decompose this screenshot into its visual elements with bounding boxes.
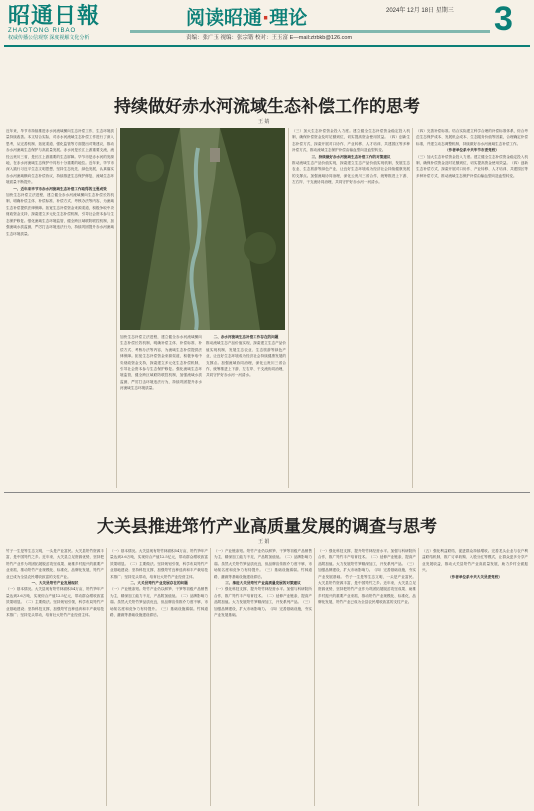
newspaper-logo (8, 4, 120, 42)
column-separator (106, 548, 107, 806)
logo-chinese: 昭通日報 (8, 3, 101, 29)
article2-column-1 (6, 548, 104, 806)
article1-col5-text-b: （三）加大生态补偿资金投入力度。建立健全生态补偿资金稳定投入机制，确保补偿资金及时足额到位，切实提高资金使用效益。（四）创新生态补偿方式，探索开展对口协作、产业转移、人才培训、共建园区等多种补偿方式，推动流域生态保护补偿由输血型向造血型转变。 (416, 154, 528, 178)
article2-column-4 (318, 548, 416, 806)
article1-col1-text-b: 加快生态补偿立法进程，建立健全赤水河流域横向生态补偿长效机制，明确补偿主体、补偿标准、补偿方式、考核办法等内容，为流域生态补偿提供法律保障。拓宽生态补偿资金来源渠道，积极争取中央财政资金支持，探索建立多元化生态补偿机制，引导社会资本参与生态保护修复。强化流域生态环境监管，健全跨区域联防联控机制，加强流域水质监测，严厉打击环境违法行为，持续巩固提升赤水河流域生态环境质量。 (6, 193, 114, 236)
article1-column-2 (120, 334, 202, 488)
article1-column-5 (416, 128, 528, 488)
article1-subhead-1: 一、近年来毕节市赤水河流域生态补偿工作取得的主要成效 (13, 186, 107, 191)
article1-col5-text: （四）完善补偿标准。结合实际建立科学合理的补偿标准体系，综合考虑生态保护成本、发展机会成本、生态服务价值等因素，合理确定补偿标准，并建立动态调整机制，持续做好赤水河流域生态补偿工作。 (416, 129, 528, 146)
issue-date: 2024年 12月 18日 星期三 (386, 8, 454, 14)
column-separator (412, 128, 413, 488)
article-divider (4, 492, 530, 493)
rubric-prefix: 阅读昭通 (186, 7, 263, 29)
column-separator (288, 128, 289, 488)
article2-subhead-2: 二、大关县筇竹产业发展存在的问题 (130, 581, 188, 586)
article1-column-4 (292, 128, 410, 488)
article2-col3-text-b: （一）强化科技支撑，提升筇竹林经营水平。加强与科研院所合作，推广筇竹丰产培育技术。（二）延伸产业链条，提高产品附加值。大力发展筇竹笋精深加工，开发系列产品。（三）加强品牌建设，扩大市场影响力。（四）完善基础设施，夯实产业发展基础。 (214, 587, 312, 618)
article1-title: 持续做好赤水河流域生态补偿工作的思考 (114, 97, 420, 117)
article1-author-note: （作者单位系中共毕节市委党校） (445, 148, 499, 153)
article2-col4-text: （一）强化科技支撑，提升筇竹林经营水平。加强与科研院所合作，推广筇竹丰产培育技术。（二）延伸产业链条，提高产品附加值。大力发展筇竹笋精深加工，开发系列产品。（三）加强品牌建设，扩大市场影响力。（四）完善基础设施，夯实产业发展基础。 (318, 549, 416, 579)
logo-english: ZHAOTONG RIBAO (8, 28, 77, 34)
article2-col3-text: （一）产业链条短。筇竹产业仍以鲜笋、干笋等初级产品销售为主，精深加工能力不足，产品附加值低。（二）品牌影响力弱。虽然大关筇竹笋品质优良，但品牌宣传推介力度不够，市场知名度和竞争力有待提升。（三）基础设施薄弱。竹林道路、灌溉等基础设施建设滞后。 (214, 549, 312, 579)
article2-col2-text-b: （一）产业链条短。筇竹产业仍以鲜笋、干笋等初级产品销售为主，精深加工能力不足，产品附加值低。（二）品牌影响力弱。虽然大关筇竹笋品质优良，但品牌宣传推介力度不够，市场知名度和竞争力有待提升。（三）基础设施薄弱。竹林道路、灌溉等基础设施建设滞后。 (110, 587, 208, 618)
article2-col1-text: 竹子一生是等生态文明，一头是产业富民。大关县筇竹资源丰富，是中国筇竹之乡。近年来，大关县立足资源优势，坚持把筇竹产业作为巩固拓展脱贫攻坚成果、助推乡村振兴的重要产业来抓，推动筇竹产业规模化、标准化、品牌化发展，筇竹产业已成为全县农民增收致富的支柱产业。 (6, 549, 104, 579)
column-separator (418, 548, 419, 806)
article2-col2-text: （一）基本情况。大关县现有筇竹林面积54万亩，筇竹笋年产量达到3.6万吨，实现综合产值12.5亿元，带动群众增收致富效果明显。（二）主要做法。坚持规划引领，科学布局筇竹产业基地建设；坚持科技支撑，加强筇竹良种选育和丰产栽培技术推广；坚持龙头带动，培育壮大筇竹产业经营主体。 (110, 549, 208, 579)
article2-byline: 王 娟 (258, 539, 270, 545)
article2-subhead-1: 一、大关县筇竹产业发展现状 (31, 581, 79, 586)
article1-subhead-3: 三、持续做好赤水河流域生态补偿工作的对策建议 (311, 154, 391, 159)
river-gorge-illustration (120, 128, 285, 330)
article1-col1-text: 近年来，毕节市持续推进赤水河流域横向生态补偿工作，生态环境质量持续改善。本文结合实际，对赤水河流域生态补偿工作进行了深入思考，从完善机制、拓宽渠道、强化监管等方面提出对策建议，推动赤水河流域生态保护与高质量发展。赤水河是长江上游重要支流，流经云贵川三省，是长江上游重要的生态屏障。毕节市是赤水河的发源地，在赤水河流域生态保护中具有十分重要的地位。近年来，毕节市深入践行习近平生态文明思想，坚持生态优先、绿色发展，认真落实赤水河流域横向生态补偿协议，持续推进生态保护修复，流域生态环境质量不断提升。 (6, 129, 114, 185)
article2-col1-text-b: （一）基本情况。大关县现有筇竹林面积54万亩，筇竹笋年产量达到3.6万吨，实现综合产值12.5亿元，带动群众增收致富效果明显。（二）主要做法。坚持规划引领，科学布局筇竹产业基地建设；坚持科技支撑，加强筇竹良种选育和丰产栽培技术推广；坚持龙头带动，培育壮大筇竹产业经营主体。 (6, 587, 104, 618)
article1-col4-text-b: 推动流域生态产品价值实现，探索建立生态产品价值实现机制，发展生态农业、生态旅游等绿色产业，让良好生态环境成为经济社会持续健康发展的支撑点。加强流域协同治理，深化云贵川三省合作，统筹推进上下游、左右岸、干支流协同治理，共同守护好赤水河一河清水。 (292, 161, 410, 185)
article2-column-3 (214, 548, 312, 806)
article1-col4-text: （三）加大生态补偿资金投入力度。建立健全生态补偿资金稳定投入机制，确保补偿资金及时足额到位，切实提高资金使用效益。（四）创新生态补偿方式，探索开展对口协作、产业转移、人才培训、共建园区等多种补偿方式，推动流域生态保护补偿由输血型向造血型转变。 (292, 129, 410, 153)
article1-col2-text: 加快生态补偿立法进程，建立健全赤水河流域横向生态补偿长效机制，明确补偿主体、补偿标准、补偿方式、考核办法等内容，为流域生态补偿提供法律保障。拓宽生态补偿资金来源渠道，积极争取中央财政资金支持，探索建立多元化生态补偿机制，引导社会资本参与生态保护修复。强化流域生态环境监管，健全跨区域联防联控机制，加强流域水质监测，严厉打击环境违法行为，持续巩固提升赤水河流域生态环境质量。 (120, 335, 202, 391)
article2-title: 大关县推进筇竹产业高质量发展的调查与思考 (97, 517, 437, 537)
page-number: 3 (494, 0, 513, 38)
article1-column-3 (206, 334, 286, 488)
article2-column-2 (110, 548, 208, 806)
column-separator (210, 548, 211, 806)
column-separator (116, 128, 117, 488)
rubric-dot: · (262, 7, 270, 29)
column-separator (314, 548, 315, 806)
masthead-rule (4, 45, 530, 47)
logo-slogan: 权威传播公信观察 深度视解文化分析 (8, 35, 90, 41)
article2-column-5 (422, 548, 528, 806)
river-gorge-photo (120, 128, 285, 330)
masthead-wave-decoration (130, 30, 490, 33)
article2-subhead-3: 三、推进大关县筇竹产业高质量发展的对策建议 (225, 581, 301, 586)
article2-col5-text: （五）强化利益联结，促进群众持续增收。完善龙头企业与农户利益联结机制，推广订单收购、入股分红等模式，让群众更多分享产业发展收益，推动大关县筇竹产业高质量发展，助力乡村全面振兴。 (422, 549, 528, 573)
editor-credits: 责编：张广玉 视编：张宗锴 校对：王玉富 E—mail:ztrbkb@126.com (186, 35, 353, 41)
section-rubric (186, 3, 307, 30)
article1-col3-text: 推动流域生态产品价值实现，探索建立生态产品价值实现机制，发展生态农业、生态旅游等绿色产业，让良好生态环境成为经济社会持续健康发展的支撑点。加强流域协同治理，深化云贵川三省合作，统筹推进上下游、左右岸、干支流协同治理，共同守护好赤水河一河清水。 (206, 341, 286, 378)
article1-column-1 (6, 128, 114, 488)
masthead (0, 0, 534, 50)
article1-subhead-2: 二、赤水河流域生态补偿工作存在的问题 (213, 335, 279, 339)
rubric-suffix: 理论 (269, 7, 308, 29)
article1-byline: 王 婧 (258, 119, 270, 125)
article2-col4-text-b: 竹子一生是等生态文明，一头是产业富民。大关县筇竹资源丰富，是中国筇竹之乡。近年来，大关县立足资源优势，坚持把筇竹产业作为巩固拓展脱贫攻坚成果、助推乡村振兴的重要产业来抓，推动筇竹产业规模化、标准化、品牌化发展，筇竹产业已成为全县农民增收致富的支柱产业。 (318, 574, 416, 605)
article2-author-note: （作者单位系中共大关县委党校） (448, 574, 502, 579)
